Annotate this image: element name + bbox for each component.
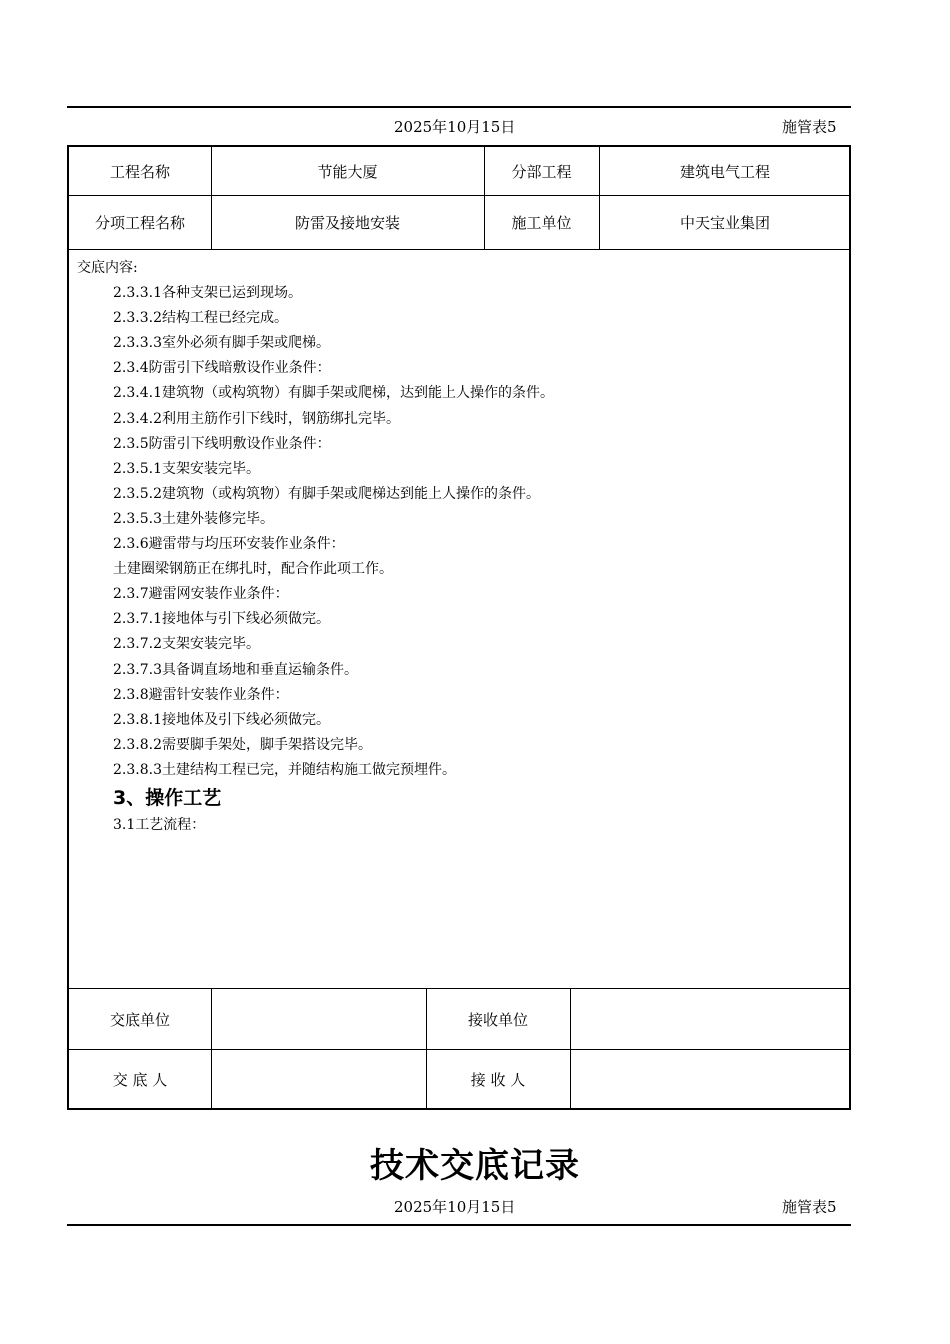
division-label: 分部工程 <box>511 162 572 181</box>
issuer-label: 交 底 人 <box>112 1070 168 1089</box>
content-line: 2.3.8.1接地体及引下线必须做完。 <box>113 711 330 728</box>
content-line: 2.3.7.3具备调直场地和垂直运输条件。 <box>113 661 358 678</box>
content-line: 2.3.7避雷网安装作业条件： <box>113 586 289 603</box>
subitem-label: 分项工程名称 <box>94 214 185 232</box>
top-rule <box>67 106 851 108</box>
record-table <box>67 145 851 1110</box>
issuing-unit-label: 交底单位 <box>109 1010 170 1029</box>
division-value: 建筑电气工程 <box>679 162 770 181</box>
content-line: 2.3.8.2需要脚手架处，脚手架搭设完毕。 <box>113 736 372 753</box>
form-number: 施管表5 <box>782 118 837 136</box>
receiver-field[interactable] <box>570 1050 851 1108</box>
document-title: 技术交底记录 <box>370 1146 580 1186</box>
section-heading: 3、操作工艺 <box>113 786 222 809</box>
contractor-label: 施工单位 <box>511 214 572 232</box>
row-divider <box>69 249 849 250</box>
content-line: 土建圈梁钢筋正在绑扎时，配合作此项工作。 <box>113 561 393 578</box>
content-line: 2.3.4防雷引下线暗敷设作业条件： <box>113 360 331 377</box>
briefing-content <box>77 256 841 838</box>
content-line: 2.3.6避雷带与均压环安装作业条件： <box>113 536 345 553</box>
content-label: 交底内容: <box>77 260 138 276</box>
content-line: 2.3.3.2结构工程已经完成。 <box>113 310 288 327</box>
content-line: 2.3.5防雷引下线明敷设作业条件： <box>113 435 331 452</box>
content-line: 2.3.3.3室外必须有脚手架或爬梯。 <box>113 335 330 352</box>
issuer-field[interactable] <box>211 1050 426 1108</box>
receiving-unit-field[interactable] <box>570 989 851 1049</box>
record-date: 2025年10月15日 <box>394 118 516 136</box>
content-line: 2.3.4.1建筑物（或构筑物）有脚手架或爬梯，达到能上人操作的条件。 <box>113 385 554 402</box>
project-name-value: 节能大厦 <box>317 162 378 181</box>
content-line: 2.3.7.1接地体与引下线必须做完。 <box>113 611 330 628</box>
content-line: 3.1工艺流程： <box>113 816 206 833</box>
project-name-label: 工程名称 <box>109 162 170 181</box>
next-record-date: 2025年10月15日 <box>394 1198 516 1216</box>
subitem-value: 防雷及接地安装 <box>294 214 400 232</box>
content-line: 2.3.5.2建筑物（或构筑物）有脚手架或爬梯达到能上人操作的条件。 <box>113 485 540 502</box>
contractor-value: 中天宝业集团 <box>679 214 770 232</box>
receiver-label: 接 收 人 <box>470 1070 526 1089</box>
receiving-unit-label: 接收单位 <box>467 1010 528 1029</box>
content-line: 2.3.5.1支架安装完毕。 <box>113 460 260 477</box>
content-line: 2.3.8.3土建结构工程已完，并随结构施工做完预埋件。 <box>113 761 456 778</box>
content-line: 2.3.5.3土建外装修完毕。 <box>113 510 274 527</box>
content-line: 2.3.4.2利用主筋作引下线时，钢筋绑扎完毕。 <box>113 410 400 427</box>
content-line: 2.3.7.2支架安装完毕。 <box>113 636 260 653</box>
content-line: 2.3.3.1各种支架已运到现场。 <box>113 285 302 302</box>
bottom-rule <box>67 1224 851 1226</box>
content-line: 2.3.8避雷针安装作业条件： <box>113 686 289 703</box>
issuing-unit-field[interactable] <box>211 989 426 1049</box>
next-form-number: 施管表5 <box>782 1198 837 1216</box>
